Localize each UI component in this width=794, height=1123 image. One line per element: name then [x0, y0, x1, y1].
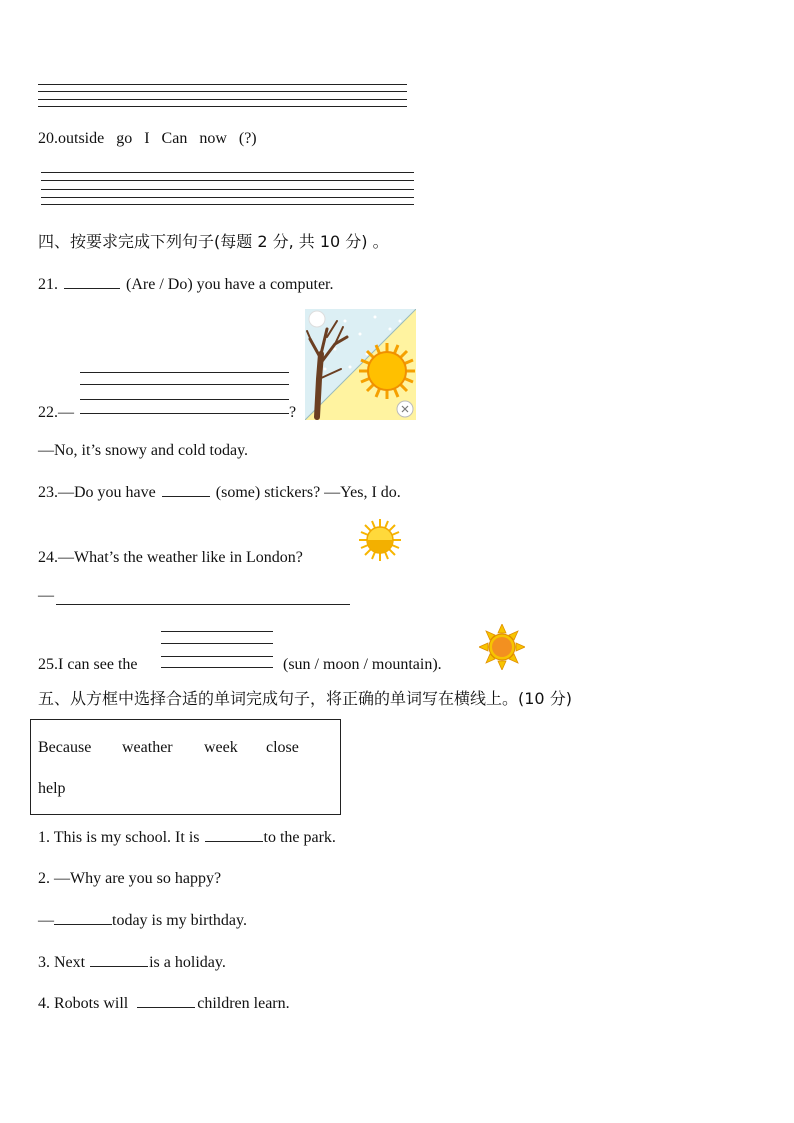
sun-icon: [479, 624, 525, 670]
question-number: 21.: [38, 276, 58, 293]
writing-line: [38, 106, 407, 107]
question-text: 4. Robots will: [38, 995, 129, 1012]
word-option: close: [266, 739, 299, 756]
question-21: [38, 274, 333, 295]
writing-line: [41, 172, 414, 173]
writing-line: [41, 180, 414, 181]
s5-question-3: [38, 952, 226, 973]
writing-line: [80, 384, 289, 385]
question-22-reply: —No, it’s snowy and cold today.: [38, 442, 249, 459]
question-20: 20.outside go I Can now (?): [38, 130, 257, 147]
winter-summer-image: [305, 309, 416, 420]
answer-dash: —: [38, 587, 54, 604]
sun-icon: [358, 518, 402, 562]
question-text: 1. This is my school. It is: [38, 829, 200, 846]
answer-blank[interactable]: [137, 993, 195, 1008]
question-text: is a holiday.: [149, 954, 226, 971]
writing-line: [161, 643, 273, 644]
answer-blank[interactable]: [54, 910, 112, 925]
question-text: (Are / Do) you have a computer.: [126, 276, 334, 293]
writing-line: [38, 84, 407, 85]
question-23: [38, 482, 401, 503]
word-option: weather: [122, 739, 173, 756]
writing-line: [38, 91, 407, 92]
question-25-suffix: (sun / moon / mountain).: [283, 656, 442, 673]
question-24: 24.—What’s the weather like in London?: [38, 549, 303, 566]
s5-question-4: [38, 993, 290, 1014]
question-text: children learn.: [197, 995, 290, 1012]
writing-line: [41, 197, 414, 198]
writing-line: [38, 99, 407, 100]
answer-line[interactable]: [56, 604, 350, 605]
word-option: help: [38, 780, 66, 797]
section-5-heading: 五、从方框中选择合适的单词完成句子，将正确的单词写在横线上。(10 分): [38, 689, 572, 708]
question-text: today is my birthday.: [112, 912, 247, 929]
writing-line[interactable]: [80, 413, 289, 414]
section-4-heading: 四、按要求完成下列句子(每题 2 分, 共 10 分) 。: [38, 232, 389, 251]
question-text: 3. Next: [38, 954, 86, 971]
answer-blank[interactable]: [90, 952, 148, 967]
writing-line: [161, 631, 273, 632]
writing-line: [41, 204, 414, 205]
writing-line: [41, 189, 414, 190]
question-text: (some) stickers? —Yes, I do.: [215, 484, 401, 501]
s5-question-1: [38, 827, 336, 848]
answer-blank[interactable]: [205, 827, 263, 842]
answer-blank[interactable]: [64, 274, 120, 289]
word-box: [30, 719, 341, 815]
question-text: 23.—Do you have: [38, 484, 156, 501]
answer-dash: —: [38, 912, 54, 929]
word-option: week: [204, 739, 238, 756]
question-mark: ?: [289, 404, 297, 421]
writing-line[interactable]: [161, 667, 273, 668]
writing-line: [80, 372, 289, 373]
question-text: to the park.: [263, 829, 336, 846]
question-22-number: 22.—: [38, 404, 74, 421]
answer-blank[interactable]: [162, 482, 210, 497]
question-25-prefix: 25.I can see the: [38, 656, 138, 673]
s5-question-2: 2. —Why are you so happy?: [38, 870, 222, 887]
s5-question-2-answer: [38, 910, 247, 931]
writing-line: [80, 399, 289, 400]
writing-line: [161, 656, 273, 657]
word-option: Because: [38, 739, 92, 756]
